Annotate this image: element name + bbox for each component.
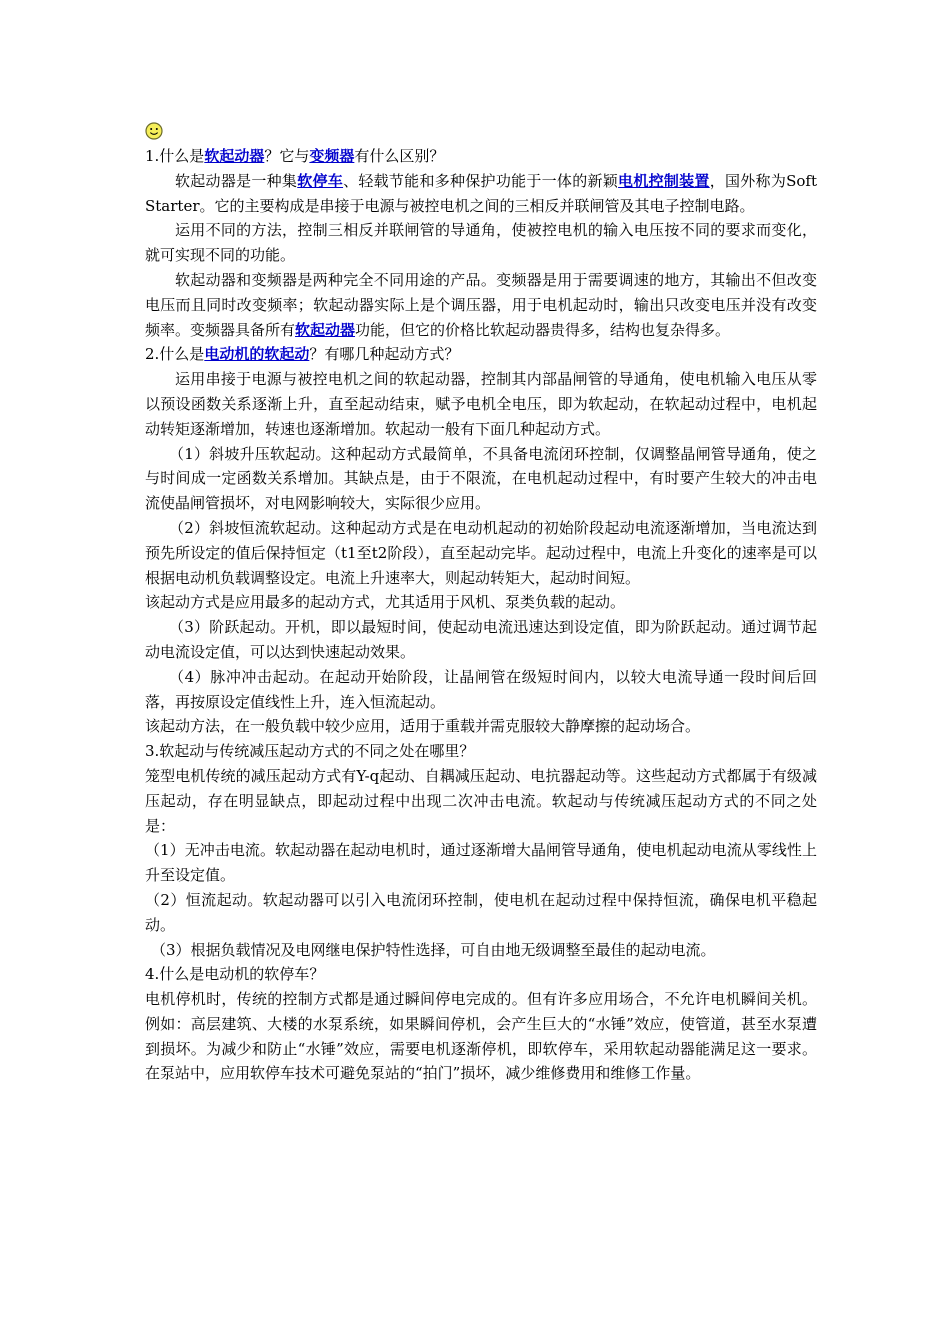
q1-title-suffix: 有什么区别？ [354, 147, 445, 165]
link-motor-soft-start[interactable]: 电动机的软起动 [204, 345, 310, 364]
q3-title: 3.软起动与传统减压起动方式的不同之处在哪里？ [145, 742, 475, 761]
q3-paragraph-1: 笼型电机传统的减压起动方式有Y-q起动、自耦减压起动、电抗器起动等。这些起动方式都属于有级减压起动，存在明显缺点，即起动过程中出现二次冲击电流。软起动与传统减压起动方式的不同之处是： [145, 766, 817, 835]
q2-paragraph-5: （3）阶跃起动。开机，即以最短时间，使起动电流迅速达到设定值，即为阶跃起动。通过调节起动电流设定值，可以达到快速起动效果。 [145, 618, 817, 661]
link-soft-stop[interactable]: 软停车 [297, 171, 344, 190]
q1-title-mid: ？它与 [264, 147, 310, 165]
q1-title-prefix: 1.什么是 [145, 147, 205, 165]
q2-paragraph-1: 运用串接于电源与被控电机之间的软起动器，控制其内部晶闸管的导通角，使电机输入电压从零以预设函数关系逐渐上升，直至起动结束，赋予电机全电压，即为软起动，在软起动过程中，电机起动转矩逐渐增加，转速也逐渐增加。软起动一般有下面几种起动方式。 [145, 370, 817, 438]
q4-title: 4.什么是电动机的软停车？ [145, 965, 325, 984]
link-soft-starter[interactable]: 软起动器 [204, 147, 265, 165]
q1-p1-text-a: 软起动器是一种集 [175, 171, 298, 190]
link-motor-control-device[interactable]: 电机控制装置 [618, 171, 710, 190]
q3-paragraph-4: （3）根据负载情况及电网继电保护特性选择，可自由地无级调整至最佳的起动电流。 [151, 940, 716, 959]
q2-paragraph-2: （1）斜坡升压软起动。这种起动方式最简单，不具备电流闭环控制，仅调整晶闸管导通角，使之与时间成一定函数关系增加。其缺点是，由于不限流，在电机起动过程中，有时要产生较大的冲击电流使晶闸管损坏，对电网影响较大，实际很少应用。 [145, 444, 817, 513]
link-inverter[interactable]: 变频器 [309, 147, 355, 165]
q2-paragraph-6: （4）脉冲冲击起动。在起动开始阶段，让晶闸管在级短时间内，以较大电流导通一段时间后回落，再按原设定值线性上升，连入恒流起动。 [145, 667, 817, 711]
q1-p1-text-b: 、轻载节能和多种保护功能于一体的新颖 [343, 171, 619, 190]
q2-title-prefix: 2.什么是 [145, 345, 205, 364]
q2-paragraph-4: 该起动方式是应用最多的起动方式，尤其适用于风机、泵类负载的起动。 [145, 593, 626, 612]
q2-title-suffix: ？有哪几种起动方式？ [309, 345, 460, 364]
q3-paragraph-3: （2）恒流起动。软起动器可以引入电流闭环控制，使电机在起动过程中保持恒流，确保电机平稳起动。 [145, 890, 817, 934]
q2-paragraph-3: （2）斜坡恒流软起动。这种起动方式是在电动机起动的初始阶段起动电流逐渐增加，当电流达到预先所设定的值后保持恒定（t1至t2阶段），直至起动完毕。起动过程中，电流上升变化的速率是可以根据电动机负载调整设定。电流上升速率大，则起动转矩大，起动时间短。 [145, 518, 817, 587]
smiley-icon [145, 122, 163, 140]
q1-p1-text-c: ，国外称为Soft Starter。它的主要构成是串接于电源与被控电机之间的三相反并联闸管及其电子控制电路。 [145, 171, 817, 215]
q3-paragraph-2: （1）无冲击电流。软起动器在起动电机时，通过逐渐增大晶闸管导通角，使电机起动电流从零线性上升至设定值。 [145, 841, 817, 885]
q1-title [145, 144, 817, 169]
q2-paragraph-7: 该起动方法，在一般负载中较少应用，适用于重载并需克服较大静摩擦的起动场合。 [145, 717, 701, 736]
link-soft-starter-2[interactable]: 软起动器 [295, 320, 356, 339]
q1-paragraph-1 [145, 169, 817, 219]
q2-title [145, 342, 817, 367]
document-body [145, 122, 817, 1086]
q1-p3-text-b: 功能，但它的价格比软起动器贵得多，结构也复杂得多。 [355, 320, 731, 339]
q4-paragraph-1: 电机停机时，传统的控制方式都是通过瞬间停电完成的。但有许多应用场合，不允许电机瞬间关机。例如：高层建筑、大楼的水泵系统，如果瞬间停机，会产生巨大的“水锤”效应，使管道，甚至水泵遭到损坏。为减少和防止“水锤”效应，需要电机逐渐停机，即软停车，采用软起动器能满足这一要求。在泵站中，应用软停车技术可避免泵站的“拍门”损坏，减少维修费用和维修工作量。 [145, 990, 817, 1083]
q1-paragraph-2: 运用不同的方法，控制三相反并联闸管的导通角，使被控电机的输入电压按不同的要求而变化，就可实现不同的功能。 [145, 221, 817, 265]
q1-p3-text-a: 软起动器和变频器是两种完全不同用途的产品。变频器是用于需要调速的地方，其输出不但改变电压而且同时改变频率；软起动器实际上是个调压器，用于电机起动时，输出只改变电压并没有改变频率。变频器具备所有 [145, 270, 817, 339]
q1-paragraph-3 [145, 268, 817, 342]
